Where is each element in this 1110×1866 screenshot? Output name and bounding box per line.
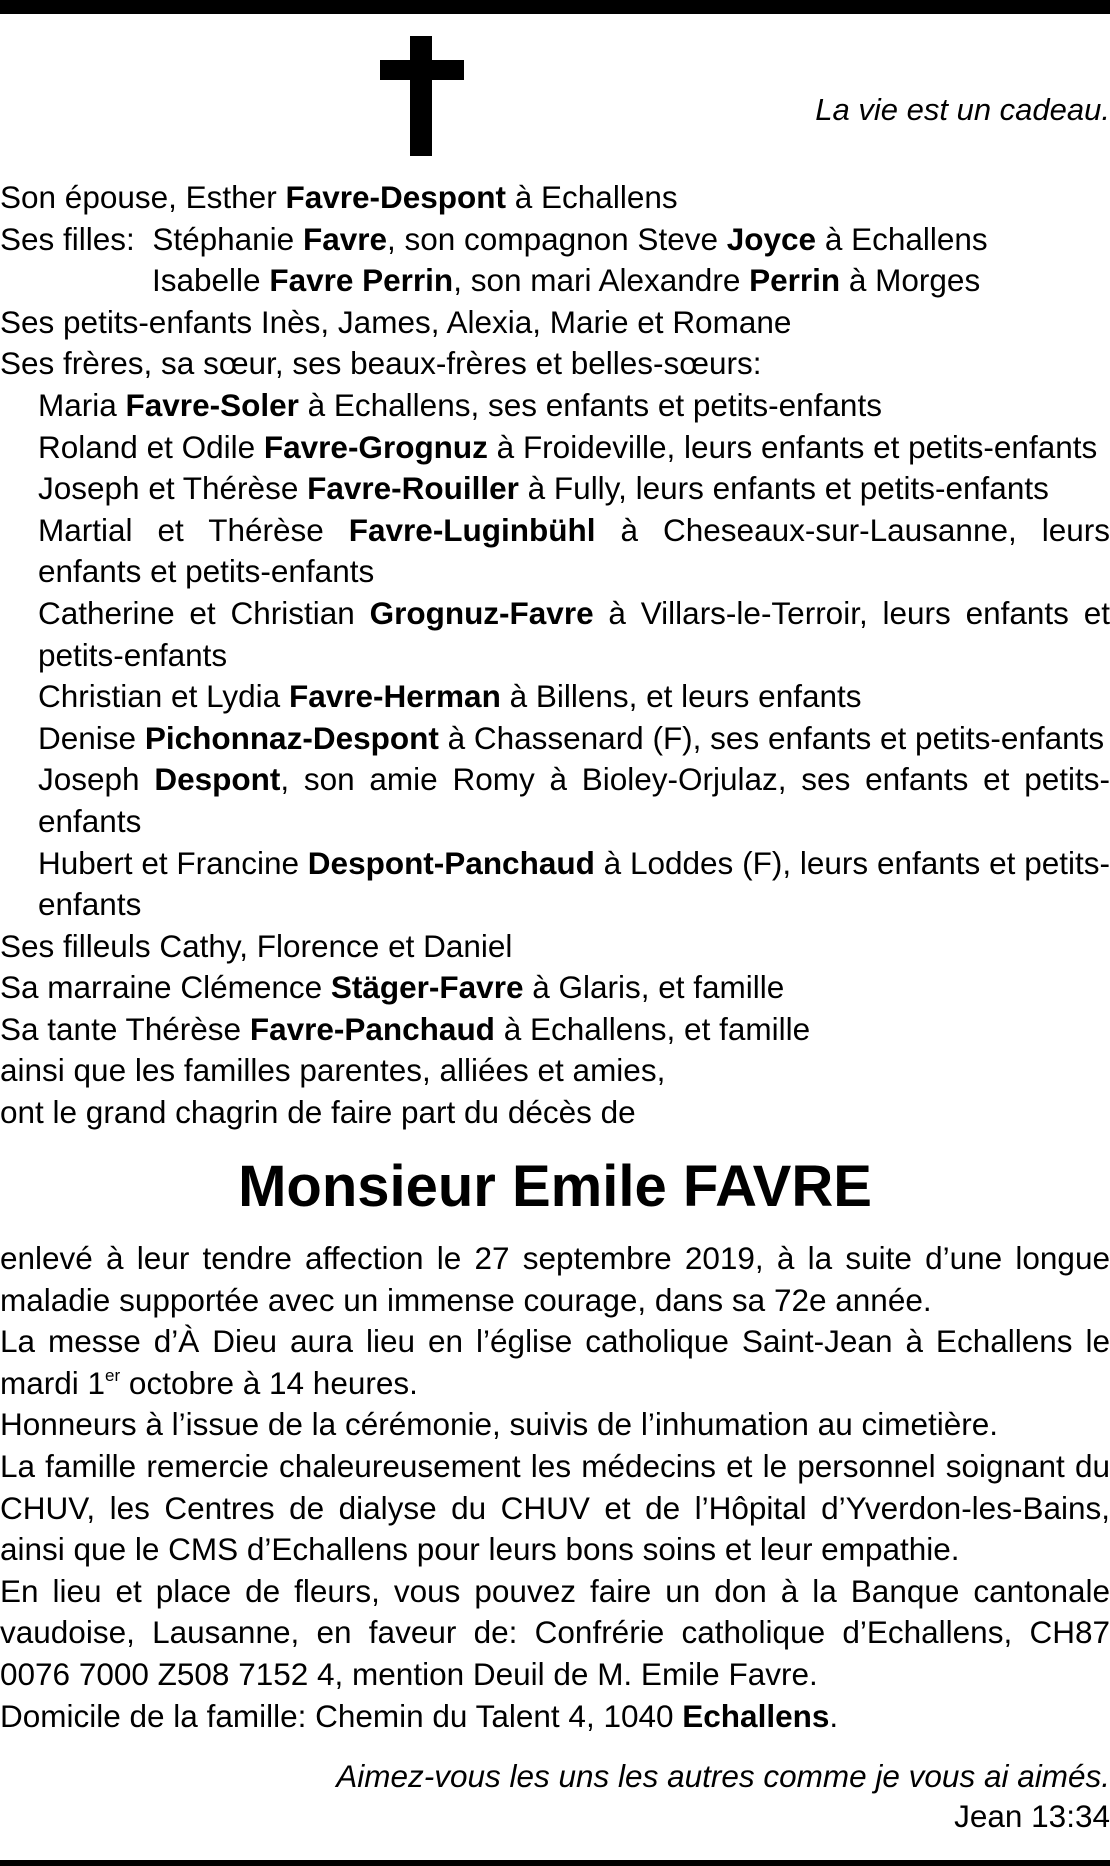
announcement-body [0,1238,1110,1737]
sibling-item: Martial et Thérèse Favre-Luginbühl à Cheseaux-sur-Lausanne, leurs enfants et petits-enfants [38,511,1110,590]
family-list [0,177,1110,1134]
godchildren-line: Ses filleuls Cathy, Florence et Daniel [0,927,513,964]
motto: La vie est un cadeau. [815,92,1110,127]
body-paragraph: Honneurs à l’issue de la cérémonie, suivis de l’inhumation au cimetière. [0,1406,999,1443]
body-paragraph: La messe d’À Dieu aura lieu en l’église catholique Saint-Jean à Echallens le mardi 1er octobre à 14 heures. [0,1323,1110,1401]
sibling-item: Roland et Odile Favre-Grognuz à Froideville, leurs enfants et petits-enfants [38,428,1098,465]
closing-reference: Jean 13:34 [954,1798,1110,1834]
body-paragraph: La famille remercie chaleureusement les médecins et le personnel soignant du CHUV, les Centres de dialyse du CHUV et de l’Hôpital d’Yverdon-les-Bains, ainsi que le CMS d’Echallens pour leurs bons soins et leur empathie. [0,1447,1110,1568]
daughter-line-2: Isabelle Favre Perrin, son mari Alexandre Perrin à Morges [152,262,981,299]
body-paragraph: Domicile de la famille: Chemin du Talent 4, 1040 Echallens. [0,1697,839,1734]
daughter-line-1: Ses filles: Stéphanie Favre, son compagnon Steve Joyce à Echallens [0,220,988,257]
spouse-line: Son épouse, Esther Favre-Despont à Echallens [0,179,678,215]
top-rule [0,0,1110,14]
siblings-label: Ses frères, sa sœur, ses beaux-frères et belles-sœurs: [0,345,762,382]
deceased-name: Monsieur Emile FAVRE [238,1154,872,1219]
sibling-item: Joseph et Thérèse Favre-Rouiller à Fully, leurs enfants et petits-enfants [38,470,1049,507]
body-paragraph: En lieu et place de fleurs, vous pouvez faire un don à la Banque cantonale vaudoise, Lausanne, en faveur de: Confrérie catholique d’Echallens, CH87 0076 7000 Z508 7152 4, mention Deuil de M. Emile Favre. [0,1572,1110,1692]
sibling-item: Hubert et Francine Despont-Panchaud à Loddes (F), leurs enfants et petits-enfants [38,844,1110,923]
sibling-item: Catherine et Christian Grognuz-Favre à Villars-le-Terroir, leurs enfants et petits-enfants [38,594,1110,673]
aunt-line: Sa tante Thérèse Favre-Panchaud à Echallens, et famille [0,1010,811,1047]
closing-quote: Aimez-vous les uns les autres comme je vous ai aimés. [336,1758,1110,1794]
sibling-item: Denise Pichonnaz-Despont à Chassenard (F), ses enfants et petits-enfants [38,719,1105,756]
body-paragraph: enlevé à leur tendre affection le 27 septembre 2019, à la suite d’une longue maladie supportée avec un immense courage, dans sa 72e année. [0,1240,1110,1318]
sibling-item: Joseph Despont, son amie Romy à Bioley-Orjulaz, ses enfants et petits-enfants [38,761,1110,839]
cross-icon [380,36,464,156]
bottom-rule [0,1860,1110,1866]
sibling-item: Christian et Lydia Favre-Herman à Billens, et leurs enfants [38,678,862,715]
closing [336,1756,1110,1836]
announce-line: ont le grand chagrin de faire part du décès de [0,1094,636,1131]
godmother-line: Sa marraine Clémence Stäger-Favre à Glaris, et famille [0,969,785,1006]
sibling-item: Maria Favre-Soler à Echallens, ses enfants et petits-enfants [38,386,882,423]
grandchildren-line: Ses petits-enfants Inès, James, Alexia, Marie et Romane [0,303,792,340]
others-line: ainsi que les familles parentes, alliées et amies, [0,1052,666,1089]
